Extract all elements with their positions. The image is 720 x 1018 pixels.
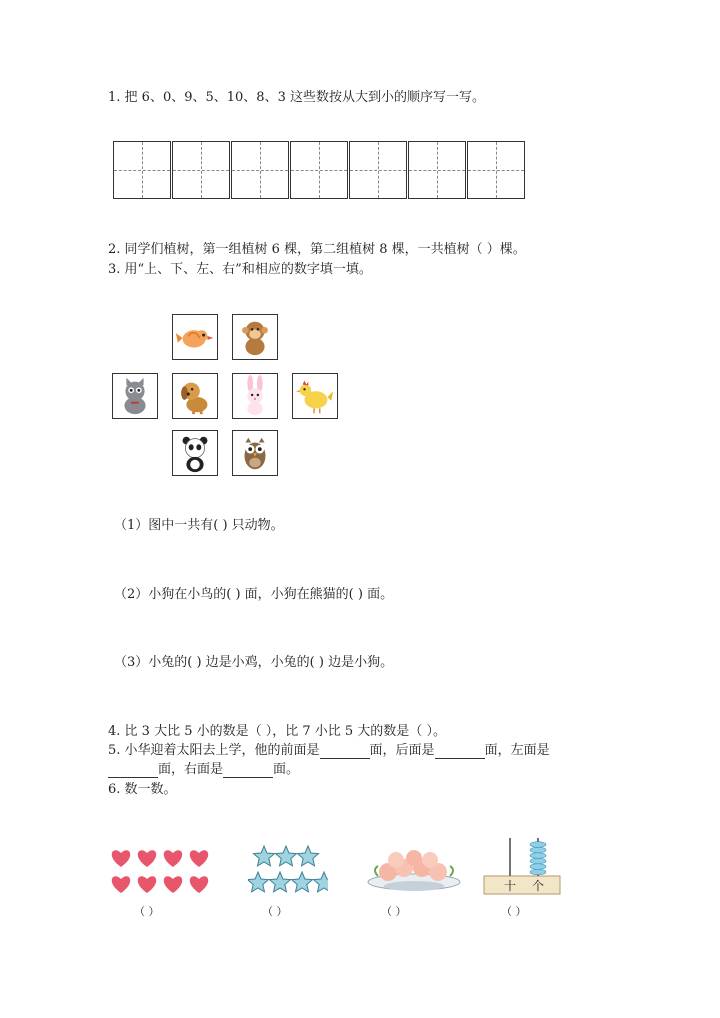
heart-icon — [190, 876, 208, 893]
abacus-tens-label: 十 — [503, 879, 517, 893]
answer-cell[interactable] — [113, 141, 171, 199]
star-icon — [292, 872, 313, 892]
answer-hearts[interactable]: （ ） — [134, 905, 160, 918]
cat-icon — [112, 373, 158, 419]
monkey-icon — [232, 314, 278, 360]
blank-front[interactable] — [320, 746, 370, 759]
question-3-sub1: （1）图中一共有( ) 只动物。 — [114, 518, 284, 533]
question-3-sub2: （2）小狗在小鸟的( ) 面，小狗在熊猫的( ) 面。 — [114, 587, 394, 602]
question-5-line2: 面，右面是 面。 — [108, 762, 299, 778]
abacus-ones-label: 个 — [531, 879, 545, 893]
chicken-icon — [292, 373, 338, 419]
blank-back[interactable] — [435, 746, 485, 759]
abacus-bead — [530, 842, 546, 848]
star-icon — [276, 846, 297, 866]
answer-cell[interactable] — [408, 141, 466, 199]
answer-stars[interactable]: （ ） — [262, 905, 288, 918]
abacus-bead — [530, 869, 546, 875]
answer-abacus[interactable]: （ ） — [501, 905, 527, 918]
star-icon — [254, 846, 275, 866]
answer-peaches[interactable]: （ ） — [381, 905, 407, 918]
answer-cell[interactable] — [231, 141, 289, 199]
answer-grid — [113, 141, 525, 199]
question-1-text: 1. 把 6、0、9、5、10、8、3 这些数按从大到小的顺序写一写。 — [108, 90, 485, 105]
answer-cell[interactable] — [349, 141, 407, 199]
question-3-text: 3. 用“上、下、左、右”和相应的数字填一填。 — [108, 262, 372, 277]
heart-icon — [190, 850, 208, 867]
panda-icon — [172, 430, 218, 476]
heart-icon — [138, 876, 156, 893]
question-4-text: 4. 比 3 大比 5 小的数是（ ），比 7 小比 5 大的数是（ ）。 — [108, 724, 446, 739]
question-2-text: 2. 同学们植树，第一组植树 6 棵，第二组植树 8 棵，一共植树（ ）棵。 — [108, 242, 526, 257]
abacus-icon — [482, 834, 564, 898]
question-3-sub3: （3）小兔的( ) 边是小鸡，小兔的( ) 边是小狗。 — [114, 655, 394, 670]
hearts-group — [108, 843, 216, 899]
heart-icon — [112, 850, 130, 867]
rabbit-icon — [232, 373, 278, 419]
answer-cell[interactable] — [290, 141, 348, 199]
question-5-line1: 5. 小华迎着太阳去上学，他的前面是 面，后面是 面，左面是 — [108, 743, 550, 758]
answer-cell[interactable] — [467, 141, 525, 199]
question-6-text: 6. 数一数。 — [108, 782, 177, 797]
blank-left[interactable] — [108, 765, 158, 778]
abacus-bead — [530, 847, 546, 853]
star-icon — [248, 872, 269, 892]
blank-right[interactable] — [223, 765, 273, 778]
abacus-bead — [530, 858, 546, 864]
bird-icon — [172, 314, 218, 360]
heart-icon — [138, 850, 156, 867]
abacus-bead — [530, 864, 546, 870]
heart-icon — [164, 850, 182, 867]
heart-icon — [164, 876, 182, 893]
answer-cell[interactable] — [172, 141, 230, 199]
heart-icon — [112, 876, 130, 893]
peach-plate-icon — [364, 846, 466, 896]
owl-icon — [232, 430, 278, 476]
stars-group — [248, 843, 328, 899]
star-icon — [298, 846, 319, 866]
dog-icon — [172, 373, 218, 419]
star-icon — [314, 872, 329, 892]
abacus-bead — [530, 853, 546, 859]
star-icon — [270, 872, 291, 892]
